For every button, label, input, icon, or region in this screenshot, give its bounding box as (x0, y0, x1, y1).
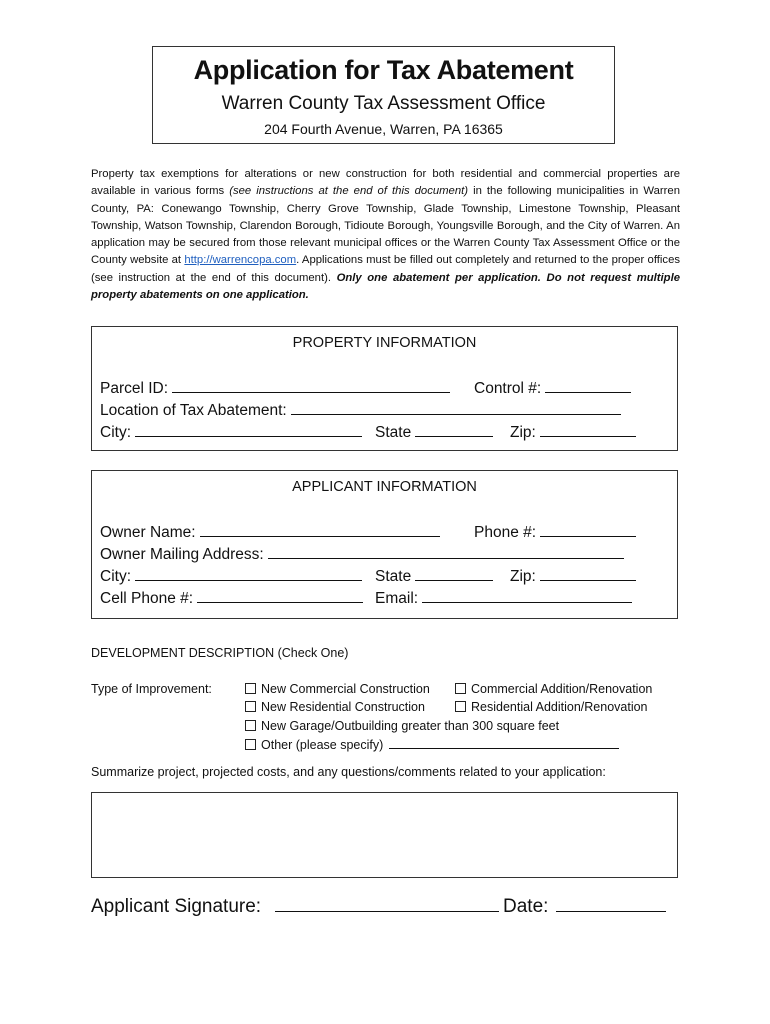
intro-text-2: in the following municipalities in Warren County, PA: Conewango Township, Cherry Grove Township, Glade Township, Limestone Township, Pleasant Township, Watson Township, Clarendon Borough, Tidioute Borough, Youngsville Borough, and the City of Warren. An application may be secured from those relevant municipal offices or the Warren County Tax Assessment Office or the County website at (91, 185, 680, 267)
location-label: Location of Tax Abatement: (100, 402, 287, 419)
intro-paragraph (91, 166, 680, 304)
parcel-id-label: Parcel ID: (100, 380, 169, 397)
date-line[interactable] (556, 894, 666, 912)
property-zip-line[interactable] (540, 422, 636, 437)
signature-line[interactable] (275, 894, 499, 912)
checkbox-icon[interactable] (245, 683, 256, 694)
control-number-line[interactable] (545, 378, 631, 393)
type-of-improvement-label: Type of Improvement: (91, 682, 212, 696)
county-website-link[interactable]: http://warrencopa.com (184, 254, 297, 267)
applicant-city-label: City: (100, 568, 131, 585)
property-city-field[interactable] (100, 422, 362, 442)
parcel-id-field[interactable] (100, 378, 450, 398)
option-other-label: Other (please specify) (261, 738, 384, 752)
checkbox-icon[interactable] (455, 683, 466, 694)
option-garage[interactable] (245, 719, 559, 733)
intro-text-3: . Applications must be filled out completely and returned to the proper offices (see instruction at the end of this document). (91, 254, 681, 284)
property-state-label: State (375, 424, 412, 441)
checkbox-icon[interactable] (245, 739, 256, 750)
applicant-state-field[interactable] (375, 566, 493, 586)
applicant-zip-field[interactable] (510, 566, 636, 586)
email-line[interactable] (422, 588, 632, 603)
owner-name-field[interactable] (100, 522, 440, 542)
phone-label: Phone #: (474, 524, 537, 541)
intro-text-1: Property tax exemptions for alterations or new construction for both residential and commercial properties are available in various forms (91, 168, 680, 198)
location-field[interactable] (100, 400, 621, 420)
cell-phone-line[interactable] (197, 588, 363, 603)
property-city-label: City: (100, 424, 131, 441)
option-new-commercial[interactable] (245, 682, 430, 696)
summary-prompt: Summarize project, projected costs, and any questions/comments related to your application: (91, 765, 606, 779)
owner-name-line[interactable] (200, 522, 440, 537)
control-number-field[interactable] (474, 378, 631, 398)
applicant-information-box (91, 470, 678, 619)
option-residential-addition-label: Residential Addition/Renovation (471, 700, 648, 714)
mailing-address-line[interactable] (268, 544, 624, 559)
mailing-address-field[interactable] (100, 544, 624, 564)
applicant-zip-label: Zip: (510, 568, 536, 585)
email-label: Email: (375, 590, 419, 607)
applicant-city-line[interactable] (135, 566, 362, 581)
option-residential-addition[interactable] (455, 700, 648, 714)
applicant-zip-line[interactable] (540, 566, 636, 581)
applicant-state-line[interactable] (415, 566, 493, 581)
option-garage-label: New Garage/Outbuilding greater than 300 square feet (261, 719, 560, 733)
applicant-city-field[interactable] (100, 566, 362, 586)
email-field[interactable] (375, 588, 632, 608)
option-new-commercial-label: New Commercial Construction (261, 682, 430, 696)
intro-warning: Only one abatement per application. Do not request multiple property abatements on one application. (91, 271, 681, 302)
parcel-id-line[interactable] (172, 378, 450, 393)
option-commercial-addition[interactable] (455, 682, 652, 696)
cell-phone-field[interactable] (100, 588, 363, 608)
office-address: 204 Fourth Avenue, Warren, PA 16365 (264, 121, 503, 137)
office-name: Warren County Tax Assessment Office (221, 93, 546, 114)
phone-line[interactable] (540, 522, 636, 537)
applicant-state-label: State (375, 568, 412, 585)
property-information-box (91, 326, 678, 451)
intro-italic-note: (see instructions at the end of this document) (229, 185, 469, 198)
option-other[interactable] (245, 737, 619, 752)
applicant-section-title: APPLICANT INFORMATION (292, 479, 477, 495)
option-commercial-addition-label: Commercial Addition/Renovation (471, 682, 653, 696)
date-field[interactable] (503, 894, 666, 918)
development-heading: DEVELOPMENT DESCRIPTION (Check One) (91, 646, 349, 660)
signature-label: Applicant Signature: (91, 896, 262, 917)
location-line[interactable] (291, 400, 621, 415)
checkbox-icon[interactable] (455, 701, 466, 712)
checkbox-icon[interactable] (245, 701, 256, 712)
phone-field[interactable] (474, 522, 636, 542)
date-label: Date: (503, 896, 549, 917)
checkbox-icon[interactable] (245, 720, 256, 731)
property-section-title: PROPERTY INFORMATION (292, 335, 477, 351)
property-state-field[interactable] (375, 422, 493, 442)
form-title: Application for Tax Abatement (193, 55, 574, 85)
summary-textarea[interactable] (91, 792, 678, 878)
property-zip-label: Zip: (510, 424, 536, 441)
header-box (152, 46, 615, 144)
owner-name-label: Owner Name: (100, 524, 196, 541)
property-city-line[interactable] (135, 422, 362, 437)
property-state-line[interactable] (415, 422, 493, 437)
property-zip-field[interactable] (510, 422, 636, 442)
option-new-residential[interactable] (245, 700, 425, 714)
control-number-label: Control #: (474, 380, 542, 397)
other-specify-line[interactable] (389, 737, 619, 749)
option-new-residential-label: New Residential Construction (261, 700, 425, 714)
signature-field[interactable] (91, 894, 499, 918)
cell-phone-label: Cell Phone #: (100, 590, 194, 607)
mailing-address-label: Owner Mailing Address: (100, 546, 264, 563)
